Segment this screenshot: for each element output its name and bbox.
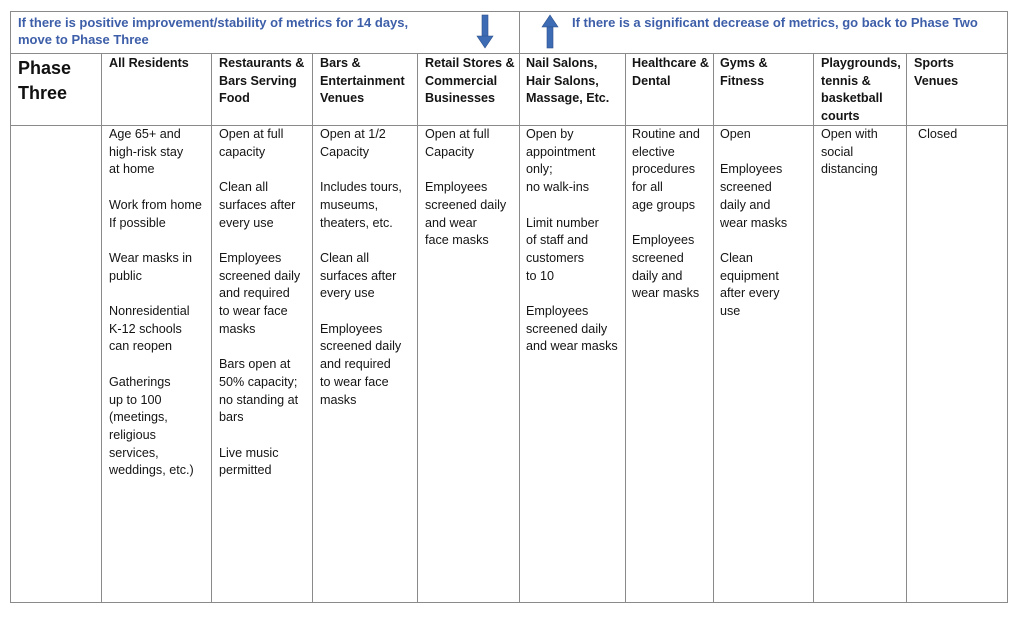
header-gyms-fitness: Gyms & Fitness [720,56,768,88]
col-divider-1 [101,53,102,603]
banner-left-border [10,11,11,603]
banner-top-border [10,11,1008,12]
banner-divider [519,11,520,53]
table-top-border [10,53,1008,54]
arrow-up-head [542,15,558,27]
header-bars-entertainment: Bars & Entertainment Venues [320,56,405,106]
arrow-down-icon [476,14,494,50]
col-divider-3 [312,53,313,603]
header-sports-venues: Sports Venues [914,56,959,88]
table-bottom-border [10,602,1008,603]
header-retail-commercial: Retail Stores & Commercial Businesses [425,56,515,106]
banner-right-border [1007,11,1008,603]
col-divider-6 [625,53,626,603]
cell-salons-massage: Open by appointment only; no walk-ins Limit number of staff and customers to 10 Employees screened daily and wear masks [526,127,618,354]
arrow-down-head [477,36,493,48]
cell-bars-entertainment: Open at 1/2 Capacity Includes tours, museums, theaters, etc. Clean all surfaces after every use Employees screened daily and required to wear face masks [320,127,402,407]
cell-healthcare-dental: Routine and elective procedures for all age groups Employees screened daily and wear masks [632,127,700,301]
header-all-residents: All Residents [109,56,189,70]
phase-label: Phase Three [18,58,72,103]
col-divider-5 [519,53,520,603]
col-divider-2 [211,53,212,603]
header-restaurants-bars-food: Restaurants & Bars Serving Food [219,56,305,106]
col-divider-9 [906,53,907,603]
header-salons-massage: Nail Salons, Hair Salons, Massage, Etc. [526,56,610,106]
cell-restaurants-bars-food: Open at full capacity Clean all surfaces after every use Employees screened daily and required to wear face masks Bars open at 50% capacity; no standing at bars Live music permitted [219,127,301,478]
cell-sports-venues: Closed [918,127,958,141]
header-playgrounds-courts: Playgrounds, tennis & basketball courts [821,56,901,123]
cell-retail-commercial: Open at full Capacity Employees screened daily and wear face masks [425,127,507,248]
arrow-up-icon [541,13,559,49]
header-healthcare-dental: Healthcare & Dental [632,56,709,88]
col-divider-8 [813,53,814,603]
cell-playgrounds-courts: Open with social distancing [821,127,878,177]
banner-left-text: If there is positive improvement/stability of metrics for 14 days, move to Phase Three [18,15,409,47]
banner-right-text: If there is a significant decrease of metrics, go back to Phase Two [572,15,978,30]
cell-gyms-fitness: Open Employees screened daily and wear masks Clean equipment after every use [720,127,788,319]
cell-all-residents: Age 65+ and high-risk stay at home Work from home If possible Wear masks in public Nonresidential K-12 schools can reopen Gatherings up to 100 (meetings, religious services, weddings, etc.) [109,127,202,478]
arrow-down-shaft [482,15,488,37]
col-divider-4 [417,53,418,603]
arrow-up-shaft [547,27,553,48]
